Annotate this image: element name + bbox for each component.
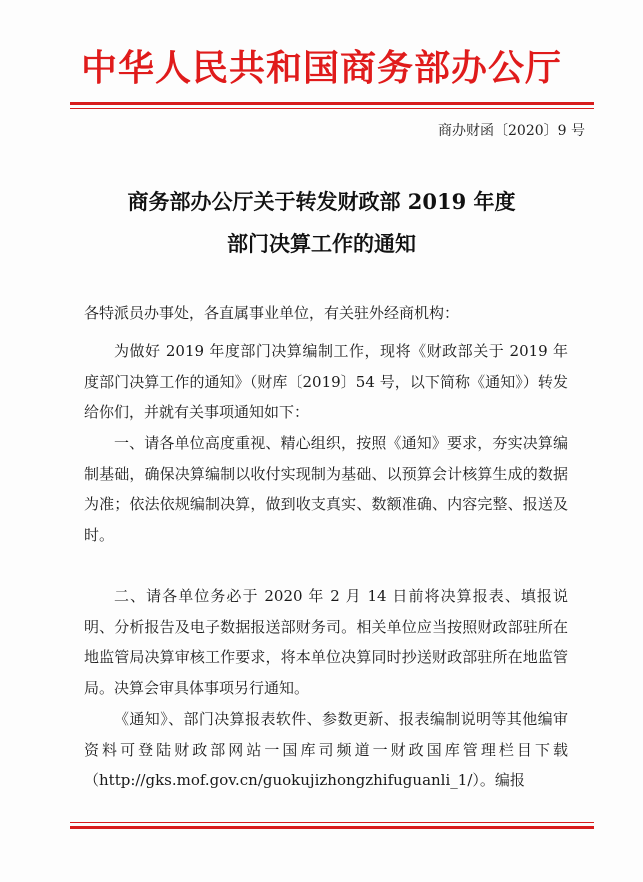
salutation: 各特派员办事处，各直属事业单位，有关驻外经商机构： (84, 304, 460, 322)
letterhead-rule-thick (70, 102, 594, 105)
paragraph-download-info: 《通知》、部门决算报表软件、参数更新、报表编制说明等其他编审资料可登陆财政部网站一国库司频道一财政国库管理栏目下载（http://gks.mof.gov.cn/guokujizhongzhifuguanli_1/）。编报 (84, 710, 568, 789)
footer-rule-thick (70, 826, 594, 829)
paragraph-intro: 为做好 2019 年度部门决算编制工作，现将《财政部关于 2019 年度部门决算工作的通知》（财库〔2019〕54 号，以下简称《通知》）转发给你们，并就有关事项通知如下： (84, 342, 568, 421)
paragraph-item-2: 二、请各单位务必于 2020 年 2 月 14 日前将决算报表、填报说明、分析报告及电子数据报送部财务司。相关单位应当按照财政部驻所在地监管局决算审核工作要求，将本单位决算同时抄送财政部驻所在地监管局。决算会审具体事项另行通知。 (84, 587, 568, 697)
document-title-line-2: 部门决算工作的通知 (227, 231, 416, 256)
paragraph-item-1: 一、请各单位高度重视、精心组织，按照《通知》要求，夯实决算编制基础，确保决算编制以收付实现制为基础、以预算会计核算生成的数据为准；依法依规编制决算，做到收支真实、数额准确、内容完整、报送及时。 (84, 434, 568, 544)
document-title-line-1: 商务部办公厅关于转发财政部 2019 年度 (127, 189, 516, 214)
letterhead-title: 中华人民共和国商务部办公厅 (80, 47, 562, 89)
document-number: 商办财函〔2020〕9 号 (438, 123, 585, 139)
footer-rule-thin (70, 822, 594, 823)
letterhead-rule-thin (70, 108, 594, 109)
